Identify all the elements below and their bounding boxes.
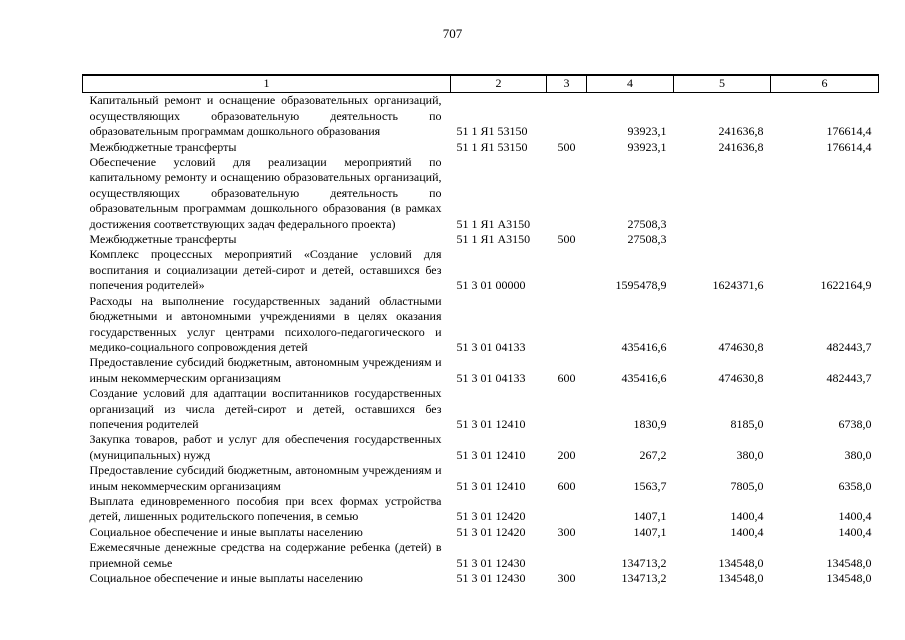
row-expense-type: 200 <box>557 447 576 462</box>
row-amount-year3: 6738,0 <box>838 416 872 431</box>
table-row <box>83 571 879 586</box>
row-description: Межбюджетные трансферты <box>89 139 237 154</box>
row-expense-type <box>547 93 587 140</box>
row-amount-year3: 134548,0 <box>826 555 872 570</box>
row-description: Предоставление субсидий бюджетным, автономным учреждениям и иным некоммерческим организациям <box>89 463 442 493</box>
row-description: Расходы на выполнение государственных заданий областными бюджетными и автономными учреждениями в целях оказания государственных услуг центрами психолого-педагогического и медико-социального сопровождения детей <box>89 293 442 354</box>
row-code: 51 3 01 04133 <box>456 339 526 354</box>
row-expense-type: 300 <box>557 524 576 539</box>
row-expense-type: 500 <box>557 232 576 247</box>
table-row <box>83 386 879 432</box>
row-amount-year2: 241636,8 <box>718 139 764 154</box>
col-header-3: 3 <box>547 75 587 93</box>
row-amount-year2: 241636,8 <box>718 124 764 139</box>
table-row <box>83 494 879 525</box>
row-amount-year3: 380,0 <box>844 447 872 462</box>
table-row <box>83 463 879 494</box>
row-code: 51 3 01 12430 <box>456 555 526 570</box>
row-amount-year1: 27508,3 <box>627 216 667 231</box>
row-amount-year1: 1830,9 <box>633 416 667 431</box>
table-row <box>83 155 879 232</box>
row-description: Предоставление субсидий бюджетным, автономным учреждениям и иным некоммерческим организациям <box>89 355 442 385</box>
row-code: 51 1 Я1 53150 <box>456 139 528 154</box>
row-amount-year3: 482443,7 <box>826 370 872 385</box>
row-description: Выплата единовременного пособия при всех формах устройства детей, лишенных родительского попечения, в семью <box>89 493 442 524</box>
col-header-4: 4 <box>587 75 674 93</box>
row-amount-year3: 176614,4 <box>826 124 872 139</box>
row-expense-type <box>547 247 587 293</box>
budget-table <box>82 74 879 586</box>
row-amount-year3: 1400,4 <box>838 509 872 524</box>
row-description: Капитальный ремонт и оснащение образовательных организаций, осуществляющих образовательную деятельность по образовательным программам дошкольного образования <box>89 93 442 139</box>
page-number: 707 <box>442 26 463 41</box>
row-amount-year2: 474630,8 <box>718 339 764 354</box>
row-amount-year2: 134548,0 <box>718 571 764 585</box>
row-expense-type: 300 <box>557 571 576 585</box>
row-amount-year1: 1563,7 <box>633 478 667 493</box>
row-amount-year1: 134713,2 <box>621 571 667 585</box>
row-amount-year3: 1622164,9 <box>820 278 872 293</box>
row-amount-year1: 1407,1 <box>633 509 667 524</box>
row-amount-year2: 7805,0 <box>730 478 764 493</box>
row-amount-year1: 1407,1 <box>633 524 667 539</box>
row-amount-year3: 176614,4 <box>826 139 872 154</box>
row-expense-type <box>547 294 587 356</box>
row-description: Межбюджетные трансферты <box>89 232 237 247</box>
row-description: Социальное обеспечение и иные выплаты населению <box>89 571 363 585</box>
row-amount-year3 <box>771 232 879 247</box>
row-code: 51 1 Я1 А3150 <box>456 216 531 231</box>
row-amount-year1: 134713,2 <box>621 555 667 570</box>
row-expense-type: 500 <box>557 139 576 154</box>
row-amount-year1: 267,2 <box>639 447 667 462</box>
table-row <box>83 294 879 356</box>
table-row <box>83 232 879 247</box>
table-row <box>83 140 879 155</box>
row-amount-year2: 1400,4 <box>730 524 764 539</box>
row-code: 51 3 01 12420 <box>456 524 526 539</box>
row-amount-year2 <box>674 155 771 232</box>
row-expense-type <box>547 494 587 525</box>
table-row <box>83 432 879 463</box>
row-amount-year3: 482443,7 <box>826 339 872 354</box>
row-expense-type <box>547 386 587 432</box>
row-description: Обеспечение условий для реализации мероприятий по капитальному ремонту и оснащению образовательных организаций, осуществляющих образовательную деятельность по образовательным программам дошкольного образования (в рамках достижения соответствующих задач федерального проекта) <box>89 155 442 231</box>
row-amount-year2: 380,0 <box>736 447 764 462</box>
row-description: Закупка товаров, работ и услуг для обеспечения государственных (муниципальных) нужд <box>89 432 442 462</box>
row-amount-year3: 1400,4 <box>838 524 872 539</box>
col-header-6: 6 <box>771 75 879 93</box>
row-amount-year2: 8185,0 <box>730 416 764 431</box>
row-description: Социальное обеспечение и иные выплаты населению <box>89 524 363 539</box>
row-amount-year1: 27508,3 <box>627 232 667 247</box>
table-row <box>83 525 879 540</box>
row-amount-year3: 134548,0 <box>826 571 872 585</box>
row-code: 51 3 01 12420 <box>456 509 526 524</box>
row-amount-year1: 93923,1 <box>627 139 667 154</box>
col-header-5: 5 <box>674 75 771 93</box>
row-description: Ежемесячные денежные средства на содержание ребенка (детей) в приемной семье <box>89 540 442 570</box>
table-row <box>83 540 879 571</box>
row-code: 51 3 01 00000 <box>456 278 526 293</box>
row-amount-year2: 474630,8 <box>718 370 764 385</box>
row-expense-type: 600 <box>557 478 576 493</box>
row-code: 51 1 Я1 А3150 <box>456 232 531 247</box>
row-expense-type <box>547 540 587 571</box>
row-amount-year2: 1624371,6 <box>712 278 764 293</box>
row-code: 51 1 Я1 53150 <box>456 124 528 139</box>
row-amount-year2: 1400,4 <box>730 509 764 524</box>
row-amount-year2: 134548,0 <box>718 555 764 570</box>
table-body <box>83 93 879 587</box>
row-code: 51 3 01 12430 <box>456 571 526 585</box>
row-code: 51 3 01 12410 <box>456 478 526 493</box>
col-header-2: 2 <box>451 75 547 93</box>
row-amount-year3 <box>771 155 879 232</box>
row-expense-type: 600 <box>557 370 576 385</box>
row-expense-type <box>547 155 587 232</box>
row-code: 51 3 01 04133 <box>456 370 526 385</box>
table-row <box>83 355 879 386</box>
table-header-row <box>83 75 879 93</box>
row-code: 51 3 01 12410 <box>456 447 526 462</box>
row-code: 51 3 01 12410 <box>456 416 526 431</box>
row-amount-year1: 1595478,9 <box>615 278 667 293</box>
row-amount-year1: 93923,1 <box>627 124 667 139</box>
row-description: Создание условий для адаптации воспитанников государственных организаций из числа детей-сирот и детей, оставшихся без попечения родителей <box>89 386 442 431</box>
row-amount-year1: 435416,6 <box>621 339 667 354</box>
col-header-1: 1 <box>83 75 451 93</box>
row-amount-year3: 6358,0 <box>838 478 872 493</box>
table-header <box>83 75 879 93</box>
row-amount-year2 <box>674 232 771 247</box>
table-row <box>83 247 879 293</box>
row-description: Комплекс процессных мероприятий «Создание условий для воспитания и социализации детей-сирот и детей, оставшихся без попечения родителей» <box>89 247 442 293</box>
row-amount-year1: 435416,6 <box>621 370 667 385</box>
table-row <box>83 93 879 140</box>
